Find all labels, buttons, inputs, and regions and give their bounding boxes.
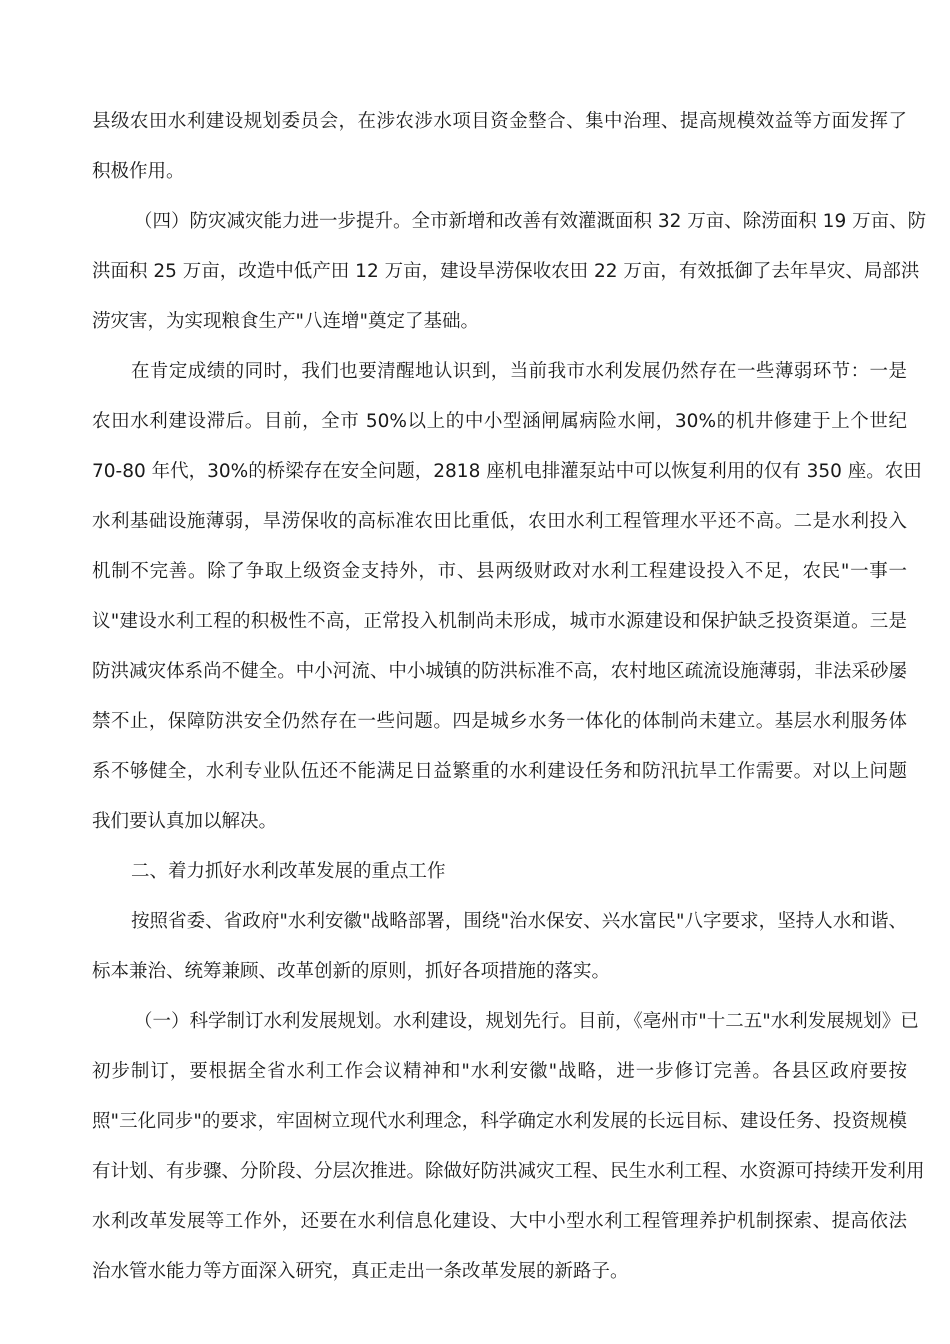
paragraph-heading-line: （一）科学制订水利发展规划。水利建设，规划先行。目前，《亳州市"十二五"水利发展规划》已 [134, 1011, 919, 1032]
paragraph-start-line: 在肯定成绩的同时，我们也要清醒地认识到，当前我市水利发展仍然存在一些薄弱环节：一是 [131, 361, 907, 382]
text-line: 系不够健全，水利专业队伍还不能满足日益繁重的水利建设任务和防汛抗旱工作需要。对以上问题 [92, 761, 907, 782]
text-line: 我们要认真加以解决。 [92, 811, 278, 832]
text-line: 洪面积 25 万亩，改造中低产田 12 万亩，建设旱涝保收农田 22 万亩，有效抵御了去年旱灾、局部洪 [92, 261, 920, 282]
text-line: 有计划、有步骤、分阶段、分层次推进。除做好防洪减灾工程、民生水利工程、水资源可持续开发利用 [92, 1161, 925, 1182]
text-line: 县级农田水利建设规划委员会，在涉农涉水项目资金整合、集中治理、提高规模效益等方面发挥了 [92, 111, 907, 132]
text-line: 初步制订，要根据全省水利工作会议精神和"水利安徽"战略，进一步修订完善。各县区政府要按 [92, 1061, 907, 1082]
paragraph-heading-line: （四）防灾减灾能力进一步提升。全市新增和改善有效灌溉面积 32 万亩、除涝面积 19 万亩、防 [134, 211, 927, 232]
text-line: 70-80 年代，30%的桥梁存在安全问题，2818 座机电排灌泵站中可以恢复利用的仅有 350 座。农田 [92, 461, 922, 482]
section-heading: 二、着力抓好水利改革发展的重点工作 [131, 861, 446, 882]
text-line: 禁不止，保障防洪安全仍然存在一些问题。四是城乡水务一体化的体制尚未建立。基层水利服务体 [92, 711, 907, 732]
text-line: 防洪减灾体系尚不健全。中小河流、中小城镇的防洪标准不高，农村地区疏流设施薄弱，非法采砂屡 [92, 661, 907, 682]
text-line: 涝灾害，为实现粮食生产"八连增"奠定了基础。 [92, 311, 480, 332]
text-line: 水利基础设施薄弱，旱涝保收的高标准农田比重低，农田水利工程管理水平还不高。二是水利投入 [92, 511, 907, 532]
text-line: 照"三化同步"的要求，牢固树立现代水利理念，科学确定水利发展的长远目标、建设任务、投资规模 [92, 1111, 907, 1132]
text-line: 农田水利建设滞后。目前，全市 50%以上的中小型涵闸属病险水闸，30%的机井修建于上个世纪 [92, 411, 907, 432]
text-line: 积极作用。 [92, 161, 185, 182]
text-line: 治水管水能力等方面深入研究，真正走出一条改革发展的新路子。 [92, 1261, 629, 1282]
text-line: 水利改革发展等工作外，还要在水利信息化建设、大中小型水利工程管理养护机制探索、提高依法 [92, 1211, 907, 1232]
text-line: 机制不完善。除了争取上级资金支持外，市、县两级财政对水利工程建设投入不足，农民"一事一 [92, 561, 907, 582]
text-line: 议"建设水利工程的积极性不高，正常投入机制尚未形成，城市水源建设和保护缺乏投资渠道。三是 [92, 611, 907, 632]
paragraph-start-line: 按照省委、省政府"水利安徽"战略部署，围绕"治水保安、兴水富民"八字要求，坚持人水和谐、 [131, 911, 907, 932]
text-line: 标本兼治、统筹兼顾、改革创新的原则，抓好各项措施的落实。 [92, 961, 611, 982]
